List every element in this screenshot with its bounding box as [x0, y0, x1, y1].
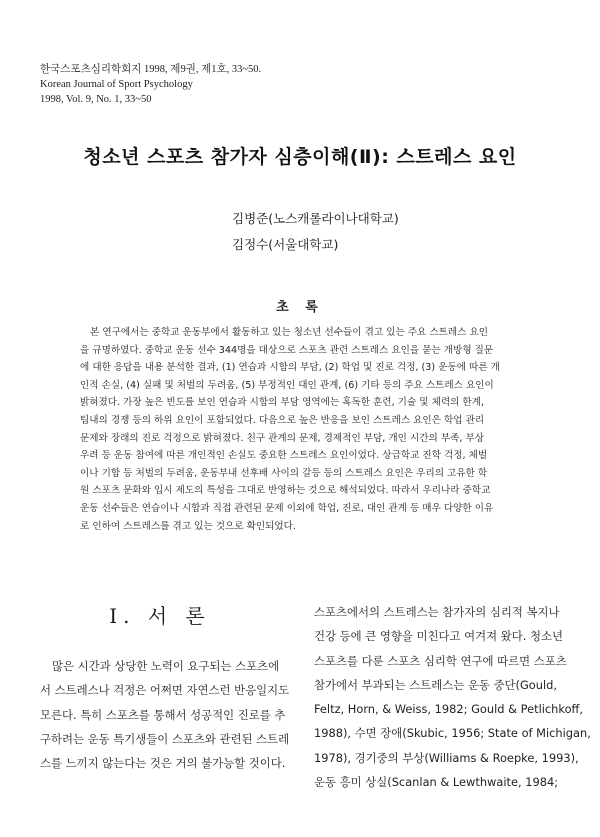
body-line: 운동 흥미 상실(Scanlan & Lewthwaite, 1984;: [314, 775, 559, 790]
author-1: 김병준(노스캐롤라이나대학교): [232, 211, 399, 226]
section-heading-introduction: Ⅰ. 서 론: [109, 604, 211, 628]
abstract-line: 팀내의 경쟁 등의 하위 요인이 포함되었다. 다음으로 높은 반응을 보인 스트레스 요인은 학업 관리: [80, 414, 485, 426]
abstract-line: 이나 기합 등 처벌의 두려움, 운동부내 선후배 사이의 갈등 등의 스트레스 요인은 우리의 고유한 학: [80, 467, 488, 479]
body-line: 모른다. 특히 스포츠를 통해서 성공적인 진로를 추: [40, 707, 286, 722]
abstract-line: 밝혀졌다. 가장 높은 빈도를 보인 연습과 시합의 부담 영역에는 혹독한 훈련, 기술 및 체력의 한계,: [80, 397, 485, 409]
body-line: 구하려는 운동 특기생들이 스포츠와 관련된 스트레: [40, 731, 290, 746]
body-column-right: [314, 600, 591, 794]
abstract-line: 문제와 장래의 진로 걱정으로 밝혀졌다. 친구 관계의 문제, 경제적인 부담, 개인 시간의 부족, 부상: [80, 432, 485, 444]
body-line: 서 스트레스나 걱정은 어쩌면 자연스런 반응일지도: [40, 683, 290, 698]
body-line: 참가에서 부과되는 스트레스는 운동 중단(Gould,: [314, 677, 558, 692]
abstract-line: 인적 손실, (4) 실패 및 처벌의 두려움, (5) 부정적인 대인 관계, (6) 기타 등의 주요 스트레스 요인이: [80, 379, 494, 391]
abstract-line: 본 연구에서는 중학교 운동부에서 활동하고 있는 청소년 선수들이 겪고 있는 주요 스트레스 요인: [90, 327, 489, 338]
paper-title: 청소년 스포츠 참가자 심층이해(Ⅱ): 스트레스 요인: [83, 146, 517, 168]
body-line: 많은 시간과 상당한 노력이 요구되는 스포츠에: [52, 659, 280, 673]
author-list: [232, 206, 399, 258]
body-line: 스를 느끼지 않는다는 것은 거의 불가능할 것이다.: [40, 756, 286, 771]
journal-citation-korean: 한국스포츠심리학회지 1998, 제9권, 제1호, 33~50.: [40, 64, 262, 75]
body-line: Feltz, Horn, & Weiss, 1982; Gould & Petlichkoff,: [314, 702, 584, 717]
abstract-body: [80, 324, 520, 535]
body-line: 건강 등에 큰 영향을 미친다고 여겨져 왔다. 청소년: [314, 629, 564, 644]
author-2: 김정수(서울대학교): [232, 237, 339, 252]
body-line: 1978), 경기중의 부상(Williams & Roepke, 1993),: [314, 750, 579, 765]
abstract-line: 에 대한 응답을 내용 분석한 결과, (1) 연습과 시합의 부담, (2) 학업 및 진로 걱정, (3) 운동에 따른 개: [80, 362, 500, 374]
body-column-left: [40, 654, 302, 775]
abstract-line: 운동 선수들은 연습이나 시합과 직접 관련된 문제 이외에 학업, 진로, 대인 관계 등 매우 다양한 이유: [80, 502, 494, 514]
journal-citation-english: Korean Journal of Sport Psychology: [40, 79, 193, 90]
body-line: 1988), 수면 장애(Skubic, 1956; State of Michigan,: [314, 726, 591, 741]
body-line: 스포츠에서의 스트레스는 참가자의 심리적 복지나: [314, 605, 560, 619]
body-line: 스포츠를 다룬 스포츠 심리학 연구에 따르면 스포츠: [314, 653, 567, 668]
abstract-line: 우려 등 운동 참여에 따른 개인적인 손실도 중요한 스트레스 요인이었다. 상급학교 진학 걱정, 체벌: [80, 450, 488, 462]
journal-citation-volume: 1998, Vol. 9, No. 1, 33~50: [40, 94, 152, 105]
abstract-heading: 초 록: [276, 300, 324, 315]
abstract-line: 로 인하여 스트레스를 겪고 있는 것으로 확인되었다.: [80, 520, 296, 532]
abstract-line: 원 스포츠 문화와 입시 제도의 특성을 그대로 반영하는 것으로 해석되었다. 따라서 우리나라 중학교: [80, 485, 491, 497]
journal-citation: [40, 62, 261, 107]
abstract-line: 을 규명하였다. 중학교 운동 선수 344명을 대상으로 스포츠 관련 스트레스 요인을 묻는 개방형 질문: [80, 344, 494, 356]
